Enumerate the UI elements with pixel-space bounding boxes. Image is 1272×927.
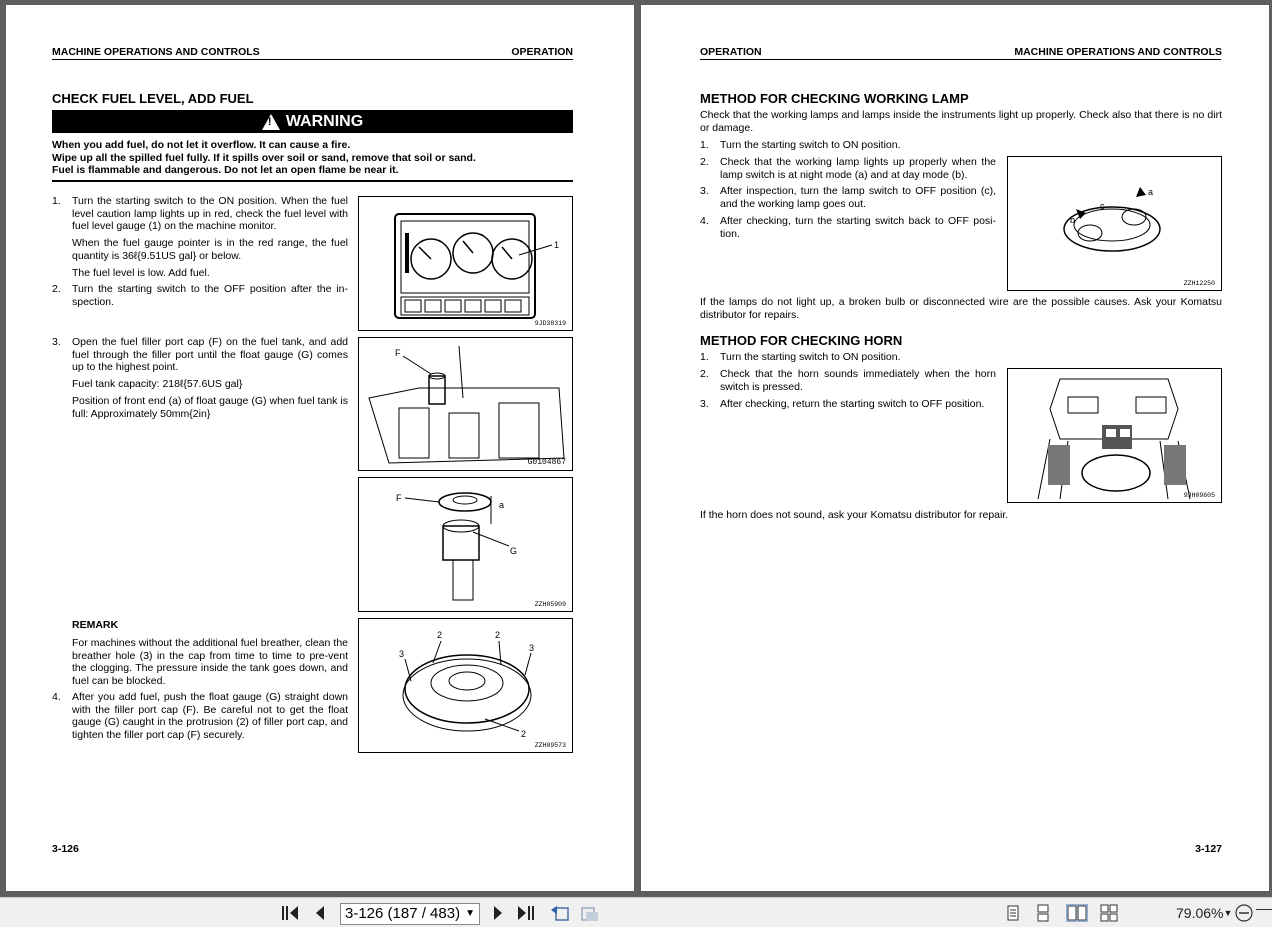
figure-id: ZZH12250 [1183, 280, 1215, 287]
warning-line: When you add fuel, do not let it overflow. It can cause a fire. [52, 139, 351, 151]
warning-line: Fuel is flammable and dangerous. Do not let an open flame be near it. [52, 164, 399, 176]
figure-id: ZZH09573 [534, 742, 566, 749]
viewer-toolbar [0, 897, 1272, 927]
continuous-view-icon[interactable] [1034, 904, 1052, 922]
go-back-icon[interactable] [550, 903, 570, 923]
facing-view-icon[interactable] [1066, 904, 1088, 922]
step-number: 1. [700, 139, 709, 151]
page-number: 3-127 [1195, 843, 1222, 855]
step-text: Turn the starting switch to ON position. [720, 139, 901, 151]
step-text: After checking, return the starting switch to OFF position. [720, 398, 985, 410]
running-header-right: MACHINE OPERATIONS AND CONTROLS [1014, 46, 1222, 58]
previous-page-icon[interactable] [310, 903, 330, 923]
first-page-icon[interactable] [280, 903, 300, 923]
step-number: 3. [700, 398, 709, 410]
step-text: After checking, turn the starting switch back to OFF posi-tion. [720, 215, 996, 240]
figure-id: 9JD38319 [534, 320, 566, 327]
step-number: 2. [700, 156, 709, 168]
zoom-level[interactable]: 79.06% [1176, 905, 1224, 921]
step-1 [52, 195, 348, 233]
step-2 [52, 283, 348, 308]
page-right [641, 5, 1269, 891]
section-title-lamp: METHOD FOR CHECKING WORKING LAMP [700, 91, 969, 106]
figure-callout: 2 [437, 630, 443, 640]
step-3-note: Position of front end (a) of float gauge (G) when fuel tank is full: Approximately 50mm{2in} [72, 395, 348, 420]
lamp-step-2 [700, 156, 996, 181]
step-text: Open the fuel filler port cap (F) on the fuel tank, and add fuel through the filler port until the float gauge (G) comes up to the highest point. [72, 336, 348, 373]
figure-callout: F [395, 348, 401, 358]
figure-callout: a [1148, 187, 1154, 197]
warning-label: WARNING [285, 112, 364, 130]
page-number-field[interactable] [340, 903, 480, 925]
step-1-note: The fuel level is low. Add fuel. [72, 267, 210, 279]
continuous-facing-view-icon[interactable] [1100, 904, 1118, 922]
step-number: 3. [700, 185, 709, 197]
step-text: Turn the starting switch to the OFF position after the in-spection. [72, 283, 348, 308]
single-page-view-icon[interactable] [1004, 904, 1022, 922]
lamp-step-1 [700, 139, 996, 152]
step-3 [52, 336, 348, 374]
figure-lamp-switch [1007, 156, 1222, 291]
header-rule [52, 59, 573, 60]
section-title: CHECK FUEL LEVEL, ADD FUEL [52, 91, 254, 106]
step-number: 4. [52, 691, 61, 703]
step-number: 4. [700, 215, 709, 227]
figure-id: 9JH09605 [1183, 492, 1215, 499]
figure-id: ZZH05909 [534, 601, 566, 608]
running-header-left: OPERATION [700, 46, 762, 58]
step-text: Turn the starting switch to ON position. [720, 351, 901, 363]
figure-callout: b [1070, 215, 1076, 225]
step-1-note: When the fuel gauge pointer is in the red range, the fuel quantity is 36ℓ{9.51US gal} or below. [72, 237, 348, 262]
step-number: 1. [700, 351, 709, 363]
last-page-icon[interactable] [516, 903, 536, 923]
lamp-step-3 [700, 185, 996, 210]
figure-fuel-tank [358, 337, 573, 471]
horn-step-2 [700, 368, 996, 393]
page-number: 3-126 [52, 843, 79, 855]
horn-step-3 [700, 398, 996, 411]
next-page-icon[interactable] [488, 903, 508, 923]
remark-text: For machines without the additional fuel breather, clean the breather hole (3) in the cap from time to time to pre-vent the clogging. The pressure inside the tank goes down, and fuel can be blocked. [72, 637, 348, 687]
warning-banner [52, 110, 573, 133]
page-number-value: 3-126 (187 / 483) [345, 905, 461, 922]
chevron-down-icon[interactable]: ▼ [465, 908, 475, 919]
warning-rule [52, 180, 573, 182]
step-number: 1. [52, 195, 61, 207]
step-number: 3. [52, 336, 61, 348]
zoom-out-icon[interactable] [1234, 903, 1254, 923]
figure-callout: F [396, 493, 402, 503]
remark-title: REMARK [72, 619, 119, 631]
figure-callout: 2 [521, 729, 527, 739]
figure-callout: 1 [554, 240, 560, 250]
zoom-dropdown-icon[interactable]: ▼ [1223, 908, 1233, 918]
figure-callout: 3 [399, 649, 405, 659]
step-text: Turn the starting switch to the ON position. When the fuel level caution lamp lights up in red, check the fuel level with fuel level gauge (1) on the machine monitor. [72, 195, 348, 232]
step-text: Check that the working lamp lights up properly when the lamp switch is at night mode (a) and at day mode (b). [720, 156, 996, 181]
header-rule [700, 59, 1221, 60]
running-header-left: MACHINE OPERATIONS AND CONTROLS [52, 46, 260, 58]
step-text: Check that the horn sounds immediately when the horn switch is pressed. [720, 368, 996, 393]
step-number: 2. [700, 368, 709, 380]
lamp-step-4 [700, 215, 996, 240]
horn-after-text: If the horn does not sound, ask your Komatsu distributor for repair. [700, 509, 1009, 521]
toolbar-overflow-divider [1256, 909, 1272, 910]
figure-machine-monitor [358, 196, 573, 331]
go-forward-icon[interactable] [580, 903, 600, 923]
warning-icon [262, 114, 280, 130]
figure-filler-cap [358, 618, 573, 753]
figure-callout: a [499, 500, 505, 510]
figure-callout: 2 [495, 630, 501, 640]
figure-callout: G [510, 546, 518, 556]
step-number: 2. [52, 283, 61, 295]
warning-line: Wipe up all the spilled fuel fully. If it spills over soil or sand, remove that soil or sand. [52, 151, 476, 164]
figure-float-gauge [358, 477, 573, 612]
lamp-after-text: If the lamps do not light up, a broken bulb or disconnected wire are the possible causes. Ask your Komatsu distributor for repairs. [700, 296, 1222, 321]
running-header-right: OPERATION [511, 46, 573, 58]
figure-callout: c [1100, 201, 1105, 211]
figure-callout: 3 [529, 643, 535, 653]
warning-text [52, 139, 573, 177]
figure-operator-cab [1007, 368, 1222, 503]
horn-step-1 [700, 351, 996, 364]
step-3-note: Fuel tank capacity: 218ℓ{57.6US gal} [72, 378, 243, 390]
lamp-intro: Check that the working lamps and lamps inside the instruments light up properly. Check also that there is no dirt or damage. [700, 109, 1222, 134]
page-left [6, 5, 634, 891]
figure-id: G0104867 [527, 458, 566, 467]
step-4 [52, 691, 348, 741]
step-text: After inspection, turn the lamp switch to OFF position (c), and the working lamp goes out. [720, 185, 996, 210]
step-text: After you add fuel, push the float gauge (G) straight down with the filler port cap (F). Be careful not to get the float gauge (G) caught in the protrusion (2) of filler port cap, and tighten the filler port cap (F) securely. [72, 691, 348, 741]
section-title-horn: METHOD FOR CHECKING HORN [700, 333, 903, 348]
